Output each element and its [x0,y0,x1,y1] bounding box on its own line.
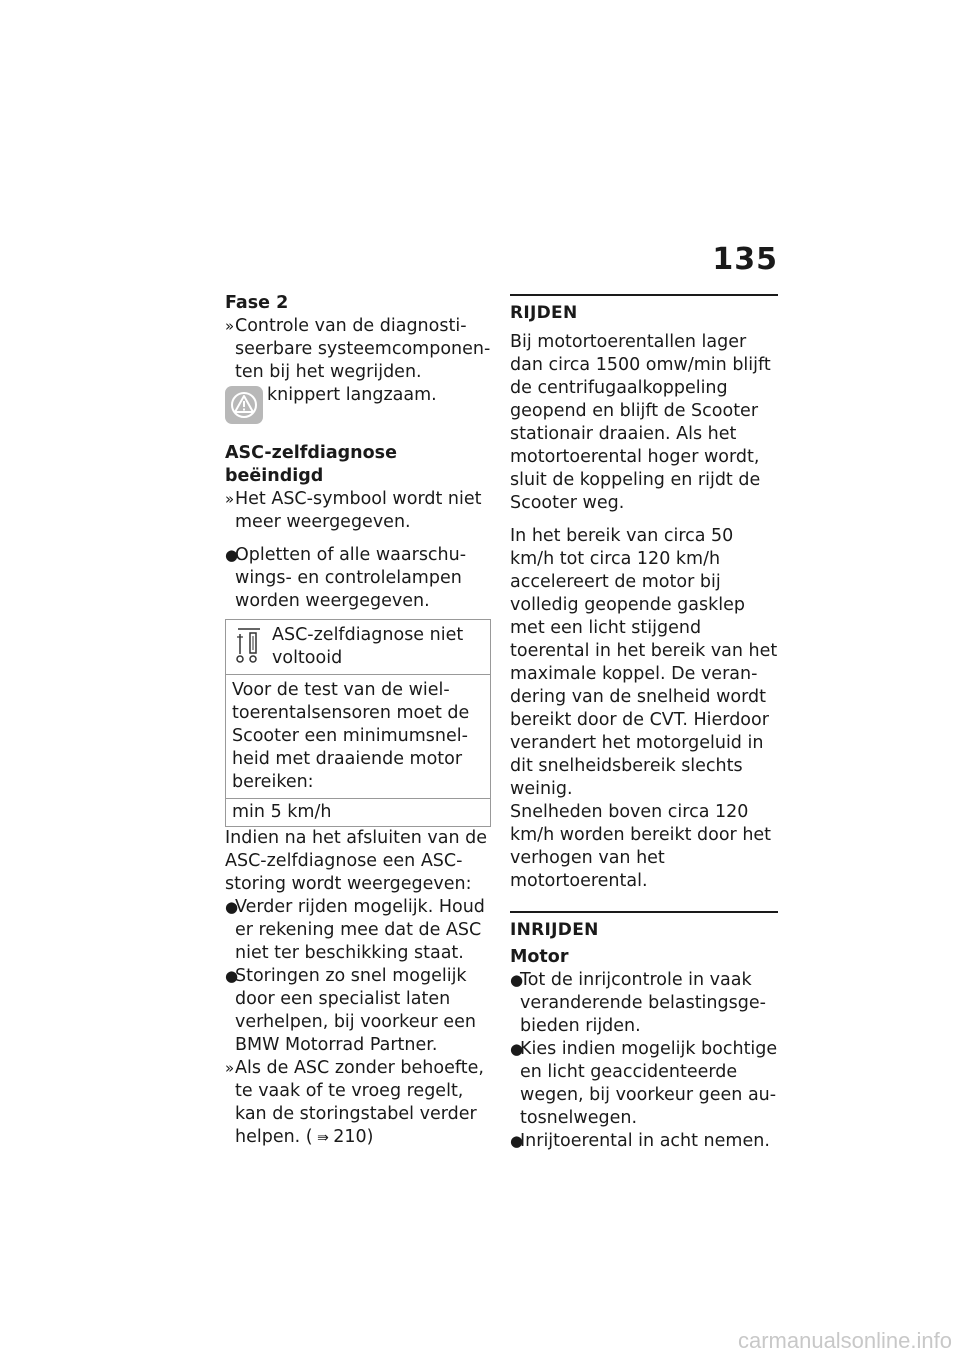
page-reference[interactable]: 210) [333,1127,374,1147]
tool-icon [236,626,262,673]
bullet-item [510,1130,778,1153]
rijden-section [510,294,778,325]
result-arrow-icon: » [225,1059,235,1077]
info-table [225,619,491,827]
final-item [225,1057,492,1150]
after-table-text: Indien na het afsluiten van de ASC-zelfdiagnose een ASC-storing wordt weergegeven: [225,828,488,894]
bullet-text: Opletten of alle waarschuwings- en controlelampen worden weergegeven. [235,545,467,611]
bullet-item [225,965,492,1057]
bullet-text: Storingen zo snel mogelijk door een specialist laten verhelpen, bij voorkeur een BMW Motorrad Partner. [235,966,476,1055]
warning-triangle-icon [225,386,263,424]
rijden-paragraph-2: In het bereik van circa 50 km/h tot circa 120 km/h accelereert de motor bij volledig geopende gasklep met een licht stijgend toerental in het bereik van het maximale koppel. De verandering van de snelheid wordt bereikt door de CVT. Hierdoor verandert het motorgeluid in dit snelheidsbereik slechts weinig. [510,526,778,799]
inrijden-section [510,911,778,942]
rijden-title: RIJDEN [510,303,578,323]
inrijden-title: INRIJDEN [510,920,599,940]
watermark: carmanualsonline.info [737,1328,952,1353]
bullet-text: Inrijtoerental in acht nemen. [520,1131,770,1151]
bullet-icon: ● [510,1132,524,1150]
bullet-icon: ● [225,898,239,916]
table-head-text: ASC-zelfdiagnose niet voltooid [272,625,464,668]
bullet-item [225,896,492,965]
table-head [226,620,490,675]
bullet-text: Verder rijden mogelijk. Houd er rekening mee dat de ASC niet ter beschikking staat. [235,897,485,963]
result-arrow-icon: » [225,317,235,335]
page-reference-arrow-icon: ⇛ [312,1130,334,1146]
bullet-icon: ● [510,971,524,989]
asc-heading: ASC-zelfdiagnose beëindigd [225,443,397,486]
result-arrow-icon: » [225,490,235,508]
bullet-item [225,544,492,613]
bullet-item [510,969,778,1038]
motor-heading: Motor [510,947,569,967]
bullet-icon: ● [225,967,239,985]
warning-row [225,384,492,428]
warning-text: knippert langzaam. [267,385,437,405]
final-item-text: Als de ASC zonder behoefte, te vaak of te vroeg regelt, kan de storingstabel verder helpen. ( [235,1058,484,1147]
bullet-text: Tot de inrijcontrole in vaak veranderende belastingsgebieden rijden. [520,970,766,1036]
rijden-paragraph-1: Bij motortoerentallen lager dan circa 1500 omw/min blijft de centrifugaalkoppeling geopend en blijft de Scooter stationair draaien. Als het motortoerental hoger wordt, sluit de koppeling en rijdt de Scooter weg. [510,332,771,513]
rijden-paragraph-3: Snelheden boven circa 120 km/h worden bereikt door het verhogen van het motortoerental. [510,802,772,891]
asc-item-text: Het ASC-symbool wordt niet meer weergegeven. [235,489,482,532]
bullet-item [510,1038,778,1130]
bullet-text: Kies indien mogelijk bochtige en licht geaccidenteerde wegen, bij voorkeur geen autosnelwegen. [520,1039,778,1128]
fase-heading: Fase 2 [225,293,289,313]
table-body: Voor de test van de wieltoerentalsensoren moet de Scooter een minimumsnelheid met draaiende motor bereiken: [226,675,490,799]
table-foot: min 5 km/h [232,802,332,822]
bullet-icon: ● [225,546,239,564]
bullet-icon: ● [510,1040,524,1058]
asc-item [225,488,492,534]
fase-item [225,315,492,384]
right-column [510,294,778,1153]
left-column [225,292,492,1150]
fase-item-text: Controle van de diagnostiseerbare systeemcomponenten bij het wegrijden. [235,316,491,382]
page-number: 135 [712,242,778,277]
